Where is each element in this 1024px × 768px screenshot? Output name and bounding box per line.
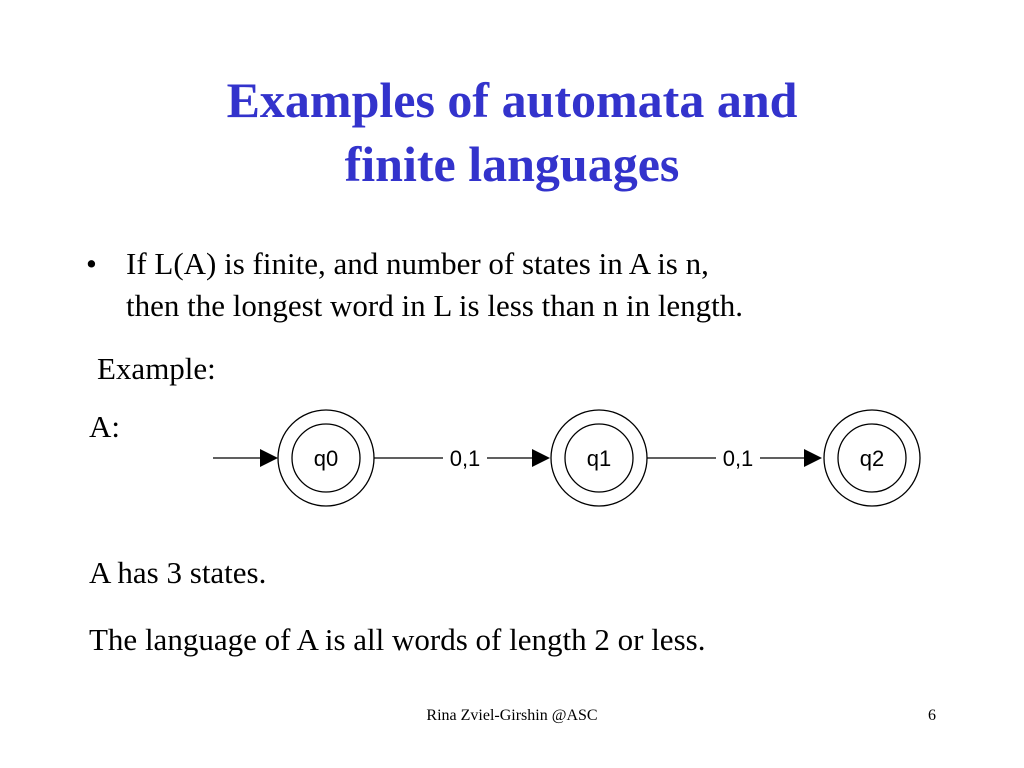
state-q2	[824, 410, 920, 506]
state-q2-label: q2	[859, 446, 885, 471]
transition-q0-q1	[374, 446, 550, 471]
title-line-1: Examples of automata and	[226, 72, 798, 128]
footer-author: Rina Zviel-Girshin @ASC	[426, 707, 598, 724]
state-q1-label: q1	[586, 446, 612, 471]
start-arrow	[213, 449, 278, 467]
automaton-label: A:	[89, 409, 120, 444]
title-line-2: finite languages	[344, 136, 680, 192]
transition-q1-q2-label: 0,1	[722, 446, 754, 471]
state-q0-label: q0	[313, 446, 339, 471]
bullet-line-2: then the longest word in L is less than n in length.	[126, 288, 744, 323]
bullet-marker: •	[86, 246, 97, 281]
state-q1	[551, 410, 647, 506]
page-number: 6	[928, 707, 936, 724]
state-q0	[278, 410, 374, 506]
states-count-text: A has 3 states.	[89, 555, 267, 590]
language-description: The language of A is all words of length 2 or less.	[89, 622, 706, 657]
transition-q1-q2	[647, 446, 822, 471]
example-label: Example:	[97, 351, 216, 386]
bullet-line-1: If L(A) is finite, and number of states in A is n,	[126, 246, 709, 281]
transition-q0-q1-label: 0,1	[449, 446, 481, 471]
